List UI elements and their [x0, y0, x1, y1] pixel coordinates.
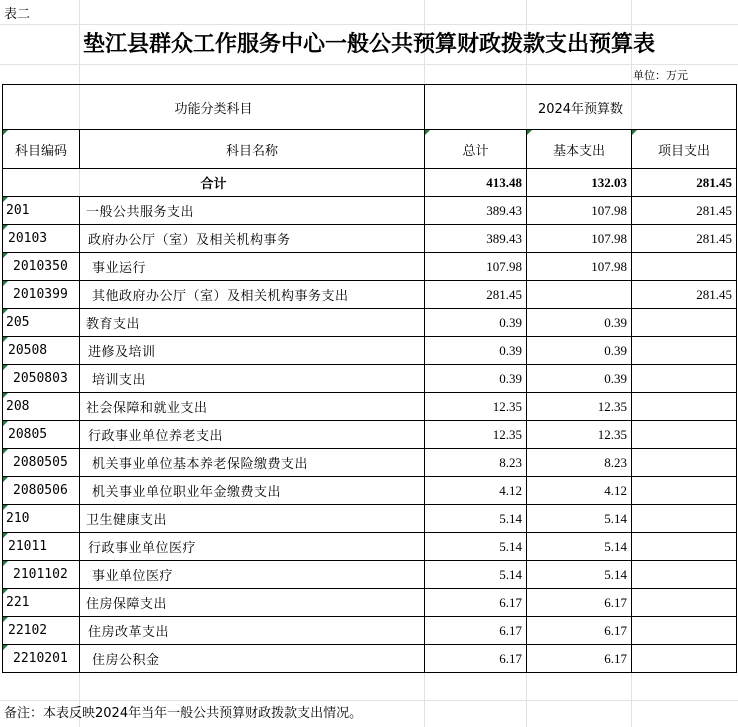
table-row [3, 337, 737, 365]
subject-code: 20805 [3, 421, 80, 449]
total-value: 0.39 [425, 365, 527, 393]
table-row [3, 589, 737, 617]
project-value [632, 393, 737, 421]
subject-name: 进修及培训 [80, 337, 425, 365]
summary-row [3, 169, 737, 197]
subject-name: 事业单位医疗 [80, 561, 425, 589]
subject-name: 其他政府办公厅（室）及相关机构事务支出 [80, 281, 425, 309]
basic-value: 8.23 [527, 449, 632, 477]
subject-name: 机关事业单位职业年金缴费支出 [80, 477, 425, 505]
total-value: 6.17 [425, 617, 527, 645]
subject-name: 行政事业单位养老支出 [80, 421, 425, 449]
basic-value: 5.14 [527, 533, 632, 561]
basic-value: 0.39 [527, 309, 632, 337]
basic-value: 0.39 [527, 365, 632, 393]
total-value: 389.43 [425, 225, 527, 253]
project-value [632, 449, 737, 477]
subject-code: 208 [3, 393, 80, 421]
subject-name: 政府办公厅（室）及相关机构事务 [80, 225, 425, 253]
basic-value: 0.39 [527, 337, 632, 365]
table-row [3, 365, 737, 393]
total-value: 4.12 [425, 477, 527, 505]
header-row-1 [3, 85, 737, 130]
subject-code: 2050803 [3, 365, 80, 393]
summary-basic: 132.03 [527, 169, 632, 197]
unit-label: 单位：万元 [633, 69, 688, 82]
basic-header: 基本支出 [527, 130, 632, 169]
subject-code: 201 [3, 197, 80, 225]
subject-code: 21011 [3, 533, 80, 561]
summary-total: 413.48 [425, 169, 527, 197]
subject-code: 2101102 [3, 561, 80, 589]
total-value: 0.39 [425, 309, 527, 337]
table-row [3, 421, 737, 449]
basic-value: 107.98 [527, 197, 632, 225]
basic-value: 6.17 [527, 645, 632, 673]
table-row [3, 253, 737, 281]
subject-code: 2010399 [3, 281, 80, 309]
table-row [3, 477, 737, 505]
table-row [3, 505, 737, 533]
basic-value: 12.35 [527, 421, 632, 449]
basic-value: 12.35 [527, 393, 632, 421]
subject-code: 2210201 [3, 645, 80, 673]
subject-code: 20508 [3, 337, 80, 365]
total-value: 5.14 [425, 505, 527, 533]
basic-value [527, 281, 632, 309]
budget-year-header: 2024年预算数 [425, 85, 737, 130]
subject-name: 住房保障支出 [80, 589, 425, 617]
subject-name: 住房公积金 [80, 645, 425, 673]
table-row [3, 645, 737, 673]
subject-name: 社会保障和就业支出 [80, 393, 425, 421]
project-value [632, 421, 737, 449]
project-value [632, 505, 737, 533]
subject-code: 2010350 [3, 253, 80, 281]
table-row [3, 225, 737, 253]
total-header: 总计 [425, 130, 527, 169]
subject-code: 210 [3, 505, 80, 533]
subject-code: 20103 [3, 225, 80, 253]
basic-value: 4.12 [527, 477, 632, 505]
gridline [0, 700, 738, 701]
table-row [3, 617, 737, 645]
project-value [632, 617, 737, 645]
subject-name: 一般公共服务支出 [80, 197, 425, 225]
project-value [632, 645, 737, 673]
project-value [632, 337, 737, 365]
summary-project: 281.45 [632, 169, 737, 197]
total-value: 0.39 [425, 337, 527, 365]
project-value [632, 589, 737, 617]
project-value [632, 561, 737, 589]
code-header: 科目编码 [3, 130, 80, 169]
table-row [3, 197, 737, 225]
subject-name: 住房改革支出 [80, 617, 425, 645]
subject-name: 教育支出 [80, 309, 425, 337]
name-header: 科目名称 [80, 130, 425, 169]
budget-table [2, 84, 737, 673]
project-value: 281.45 [632, 281, 737, 309]
basic-value: 5.14 [527, 505, 632, 533]
subject-name: 机关事业单位基本养老保险缴费支出 [80, 449, 425, 477]
subject-code: 205 [3, 309, 80, 337]
project-header: 项目支出 [632, 130, 737, 169]
total-value: 12.35 [425, 393, 527, 421]
gridline [0, 64, 738, 65]
total-value: 12.35 [425, 421, 527, 449]
table-row [3, 533, 737, 561]
total-value: 389.43 [425, 197, 527, 225]
table-row [3, 281, 737, 309]
basic-value: 5.14 [527, 561, 632, 589]
subject-name: 培训支出 [80, 365, 425, 393]
total-value: 5.14 [425, 533, 527, 561]
footnote: 备注：本表反映2024年当年一般公共预算财政拨款支出情况。 [4, 706, 363, 721]
header-row-2 [3, 130, 737, 169]
project-value [632, 365, 737, 393]
project-value: 281.45 [632, 197, 737, 225]
project-value [632, 253, 737, 281]
total-value: 6.17 [425, 589, 527, 617]
total-value: 5.14 [425, 561, 527, 589]
subject-code: 2080505 [3, 449, 80, 477]
project-value [632, 309, 737, 337]
subject-code: 221 [3, 589, 80, 617]
func-class-header: 功能分类科目 [3, 85, 425, 130]
project-value: 281.45 [632, 225, 737, 253]
total-value: 281.45 [425, 281, 527, 309]
subject-code: 22102 [3, 617, 80, 645]
subject-name: 卫生健康支出 [80, 505, 425, 533]
project-value [632, 533, 737, 561]
basic-value: 6.17 [527, 589, 632, 617]
page-title: 垫江县群众工作服务中心一般公共预算财政拨款支出预算表 [82, 31, 655, 57]
basic-value: 107.98 [527, 225, 632, 253]
total-value: 6.17 [425, 645, 527, 673]
basic-value: 107.98 [527, 253, 632, 281]
basic-value: 6.17 [527, 617, 632, 645]
total-value: 107.98 [425, 253, 527, 281]
subject-name: 行政事业单位医疗 [80, 533, 425, 561]
table-row [3, 309, 737, 337]
table-row [3, 393, 737, 421]
subject-code: 2080506 [3, 477, 80, 505]
table-number-label: 表二 [4, 7, 31, 22]
subject-name: 事业运行 [80, 253, 425, 281]
project-value [632, 477, 737, 505]
table-row [3, 449, 737, 477]
table-row [3, 561, 737, 589]
summary-label: 合计 [3, 169, 425, 197]
total-value: 8.23 [425, 449, 527, 477]
